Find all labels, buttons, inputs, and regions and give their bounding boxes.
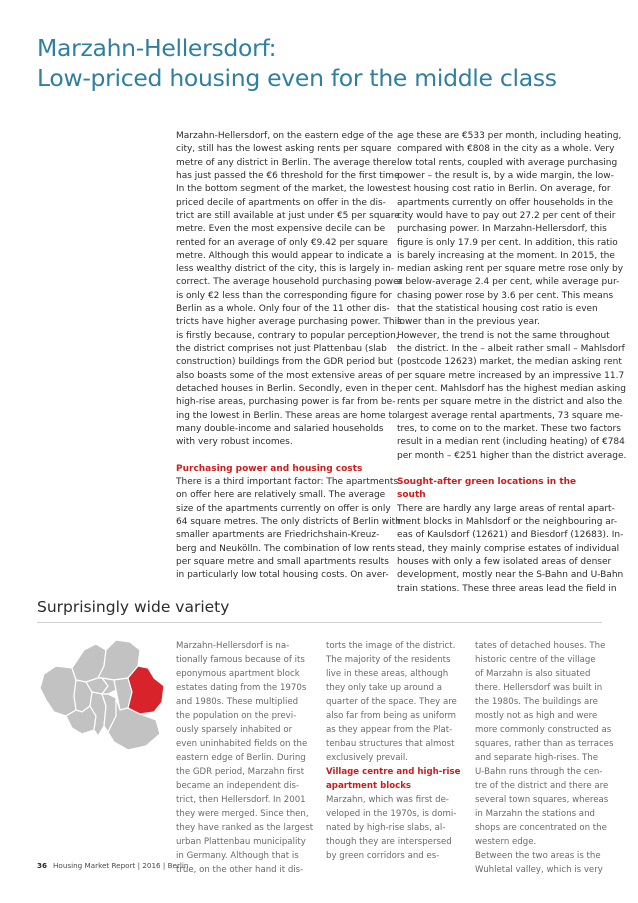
text-line: live in these areas, although: [326, 669, 449, 679]
page-number: 36: [37, 861, 48, 870]
text-line: squares, rather than as terraces: [475, 739, 614, 749]
text-line: tricts have higher average purchasing power. This: [176, 317, 402, 328]
text-line: urban Plattenbau municipality: [176, 837, 306, 847]
text-line: eas of Kaulsdorf (12621) and Biesdorf (12683). In-: [397, 530, 624, 541]
article-paragraph: [176, 476, 401, 583]
text-line: age these are €533 per month, including heating,: [397, 131, 622, 141]
text-line: development, mostly near the S-Bahn and U-Bahn: [397, 570, 624, 581]
text-line: estates dating from the 1970s: [176, 683, 307, 693]
text-line: the 1980s. The buildings are: [475, 697, 598, 707]
text-line: with very robust incomes.: [176, 437, 293, 448]
text-line: stead, they mainly comprise estates of individual: [397, 543, 620, 554]
text-line: several town squares, whereas: [475, 795, 609, 805]
text-line: tionally famous because of its: [176, 655, 305, 665]
text-line: power – the result is, by a wide margin, the low-: [397, 170, 614, 181]
variety-paragraph: [326, 639, 456, 765]
text-line: the district comprises not just Plattenbau (slab: [176, 344, 387, 354]
text-line: there. Hellersdorf was built in: [475, 683, 603, 693]
page-footer: [37, 861, 188, 871]
text-line: compared with €808 in the city as a whole. Very: [397, 144, 615, 155]
text-line: of Marzahn is also situated: [475, 669, 591, 679]
text-line: metre of any district in Berlin. The average there: [176, 157, 397, 168]
text-line: is firstly because, contrary to popular perception,: [176, 330, 399, 341]
text-line: is only €2 less than the corresponding figure for: [176, 290, 392, 301]
text-line: per month – €251 higher than the district average.: [397, 450, 627, 461]
text-line: In the bottom segment of the market, the lowest-: [176, 184, 400, 195]
text-line: though they are interspersed: [326, 837, 452, 847]
text-line: eastern edge of Berlin. During: [176, 753, 306, 763]
article-paragraph: [397, 503, 624, 596]
text-line: nated by high-rise slabs, al-: [326, 823, 446, 833]
text-line: even uninhabited fields on the: [176, 739, 308, 749]
text-line: the population on the previ-: [176, 711, 297, 721]
text-line: high-rise areas, purchasing power is far from be-: [176, 397, 396, 408]
text-line: exclusively prevail.: [326, 753, 409, 763]
variety-column-2: [326, 639, 461, 863]
text-line: train stations. These three areas lead the field in: [397, 583, 617, 594]
text-line: However, the trend is not the same throughout: [397, 330, 610, 341]
page-title-line-1: Marzahn-Hellersdorf:: [37, 34, 277, 62]
text-line: the GDR period, Marzahn first: [176, 767, 305, 777]
text-line: they were merged. Since then,: [176, 809, 309, 819]
article-subheading: Sought-after green locations in the south: [397, 477, 577, 501]
text-line: lower than in the previous year.: [397, 317, 540, 328]
text-line: low total rents, coupled with average purchasing: [397, 157, 618, 168]
text-line: tates of detached houses. The: [475, 641, 606, 651]
text-line: ing the lowest in Berlin. These areas are home to: [176, 410, 398, 421]
text-line: rented for an average of only €9.42 per square: [176, 237, 388, 248]
text-line: as they appear from the Plat-: [326, 725, 453, 735]
text-line: median asking rent per square metre rose only by: [397, 264, 624, 275]
text-line: more commonly constructed as: [475, 725, 612, 735]
text-line: Marzahn-Hellersdorf is na-: [176, 641, 290, 651]
text-line: shops are concentrated on the: [475, 823, 607, 833]
text-line: has just passed the €6 threshold for the first time.: [176, 170, 403, 181]
text-line: trict are still available at just under €5 per square: [176, 210, 400, 221]
text-line: est housing cost ratio in Berlin. On average, for: [397, 184, 611, 195]
text-line: trict, then Hellersdorf. In 2001: [176, 795, 306, 805]
text-line: houses with only a few isolated areas of denser: [397, 556, 612, 567]
text-line: 64 square metres. The only districts of Berlin with: [176, 517, 401, 528]
text-line: also far from being as uniform: [326, 711, 456, 721]
variety-paragraph: [326, 793, 456, 863]
text-line: is barely increasing at the moment. In 2015, the: [397, 250, 615, 261]
article-subheading: Purchasing power and housing costs: [176, 463, 363, 474]
variety-paragraph: [475, 639, 614, 877]
text-line: became an independent dis-: [176, 781, 300, 791]
text-line: by green corridors and es-: [326, 851, 440, 861]
text-line: western edge.: [475, 837, 537, 847]
text-line: priced decile of apartments on offer in the dis-: [176, 197, 386, 208]
text-line: Marzahn, which was first de-: [326, 795, 449, 805]
text-line: a below-average 2.4 per cent, while average pur-: [397, 277, 620, 288]
text-line: ously sparsely inhabited or: [176, 725, 293, 735]
text-line: city, still has the lowest asking rents per square: [176, 144, 392, 155]
text-line: in particularly low total housing costs. On aver-: [176, 570, 389, 581]
text-line: metre. Even the most expensive decile can be: [176, 224, 386, 235]
text-line: quarter of the space. They are: [326, 697, 457, 707]
text-line: city would have to pay out 27.2 per cent of their: [397, 210, 616, 221]
text-line: that the statistical housing cost ratio is even: [397, 304, 598, 315]
text-line: per square metre and small apartments results: [176, 556, 389, 567]
text-line: the district. In the – albeit rather small – Mahlsdorf: [397, 344, 625, 354]
text-line: metre. Although this would appear to indicate a: [176, 250, 392, 261]
footer-text: Housing Market Report | 2016 | Berlin: [53, 861, 189, 870]
text-line: apartment blocks: [326, 781, 412, 791]
text-line: in Marzahn the stations and: [475, 809, 595, 819]
text-line: they only take up around a: [326, 683, 443, 693]
text-line: ment blocks in Mahlsdorf or the neighbouring ar-: [397, 517, 618, 528]
text-line: Wuhletal valley, which is very: [475, 865, 603, 875]
map-district-marzahn-hellersdorf: [128, 666, 164, 714]
article-column-1: [176, 130, 403, 583]
text-line: (postcode 12623) market, the median asking rent: [397, 357, 622, 368]
text-line: on offer here are relatively small. The average: [176, 490, 386, 501]
variety-subheading: [326, 765, 461, 793]
text-line: detached houses in Berlin. Secondly, even in the: [176, 383, 397, 394]
section-divider: [37, 622, 602, 623]
text-line: historic centre of the village: [475, 655, 596, 665]
article-column-2: [397, 130, 627, 596]
text-line: and separate high-rises. The: [475, 753, 599, 763]
text-line: many double-income and salaried households: [176, 423, 384, 434]
text-line: eponymous apartment block: [176, 669, 300, 679]
text-line: construction) buildings from the GDR period but: [176, 357, 393, 368]
text-line: in Germany. Although that is: [176, 851, 299, 861]
text-line: Village centre and high-rise: [326, 767, 461, 777]
page-title-line-2: Low-priced housing even for the middle class: [37, 64, 557, 92]
variety-column-3: [475, 639, 614, 877]
text-line: Berlin as a whole. Only four of the 11 other dis-: [176, 304, 390, 315]
variety-column-1: [176, 639, 314, 877]
text-line: less wealthy district of the city, this is largely in-: [176, 264, 395, 275]
text-line: figure is only 17.9 per cent. In addition, this ratio: [397, 237, 618, 248]
article-paragraph: [397, 130, 627, 463]
text-line: tre of the district and there are: [475, 781, 609, 791]
text-line: size of the apartments currently on offer is only: [176, 503, 391, 514]
text-line: apartments currently on offer households in the: [397, 197, 614, 208]
text-line: per square metre increased by an impressive 11.7: [397, 370, 625, 381]
text-line: true, on the other hand it dis-: [176, 865, 304, 875]
text-line: chasing power rose by 3.6 per cent. This means: [397, 290, 614, 301]
text-line: also boasts some of the most extensive areas of: [176, 370, 395, 381]
text-line: There is a third important factor: The apartments: [176, 477, 399, 488]
text-line: Marzahn-Hellersdorf, on the eastern edge of the: [176, 131, 394, 141]
text-line: veloped in the 1970s, is domi-: [326, 809, 457, 819]
text-line: torts the image of the district.: [326, 641, 456, 651]
text-line: There are hardly any large areas of rental apart-: [397, 503, 615, 514]
berlin-districts-map-icon: [36, 636, 168, 754]
text-line: berg and Neukölln. The combination of low rents: [176, 543, 396, 554]
section-heading: Surprisingly wide variety: [37, 598, 230, 616]
map-district-spandau: [40, 666, 76, 716]
text-line: and 1980s. These multiplied: [176, 697, 299, 707]
text-line: purchasing power. In Marzahn-Hellersdorf, this: [397, 224, 607, 235]
text-line: tenbau structures that almost: [326, 739, 455, 749]
text-line: largest average rental apartments, 73 square me-: [397, 410, 624, 421]
text-line: Between the two areas is the: [475, 851, 601, 861]
text-line: correct. The average household purchasing power: [176, 277, 403, 288]
text-line: mostly not as high and were: [475, 711, 598, 721]
text-line: result in a median rent (including heating) of €784: [397, 437, 625, 448]
text-line: smaller apartments are Friedrichshain-Kreuz-: [176, 530, 380, 541]
text-line: per cent. Mahlsdorf has the highest median asking: [397, 383, 626, 394]
article-paragraph: [176, 130, 403, 450]
text-line: tres, to come on to the market. These two factors: [397, 423, 621, 434]
page-title: [37, 33, 617, 93]
text-line: U-Bahn runs through the cen-: [475, 767, 603, 777]
variety-paragraph: [176, 639, 314, 877]
text-line: rents per square metre in the district and also the: [397, 397, 623, 408]
text-line: they have ranked as the largest: [176, 823, 314, 833]
text-line: The majority of the residents: [326, 655, 451, 665]
